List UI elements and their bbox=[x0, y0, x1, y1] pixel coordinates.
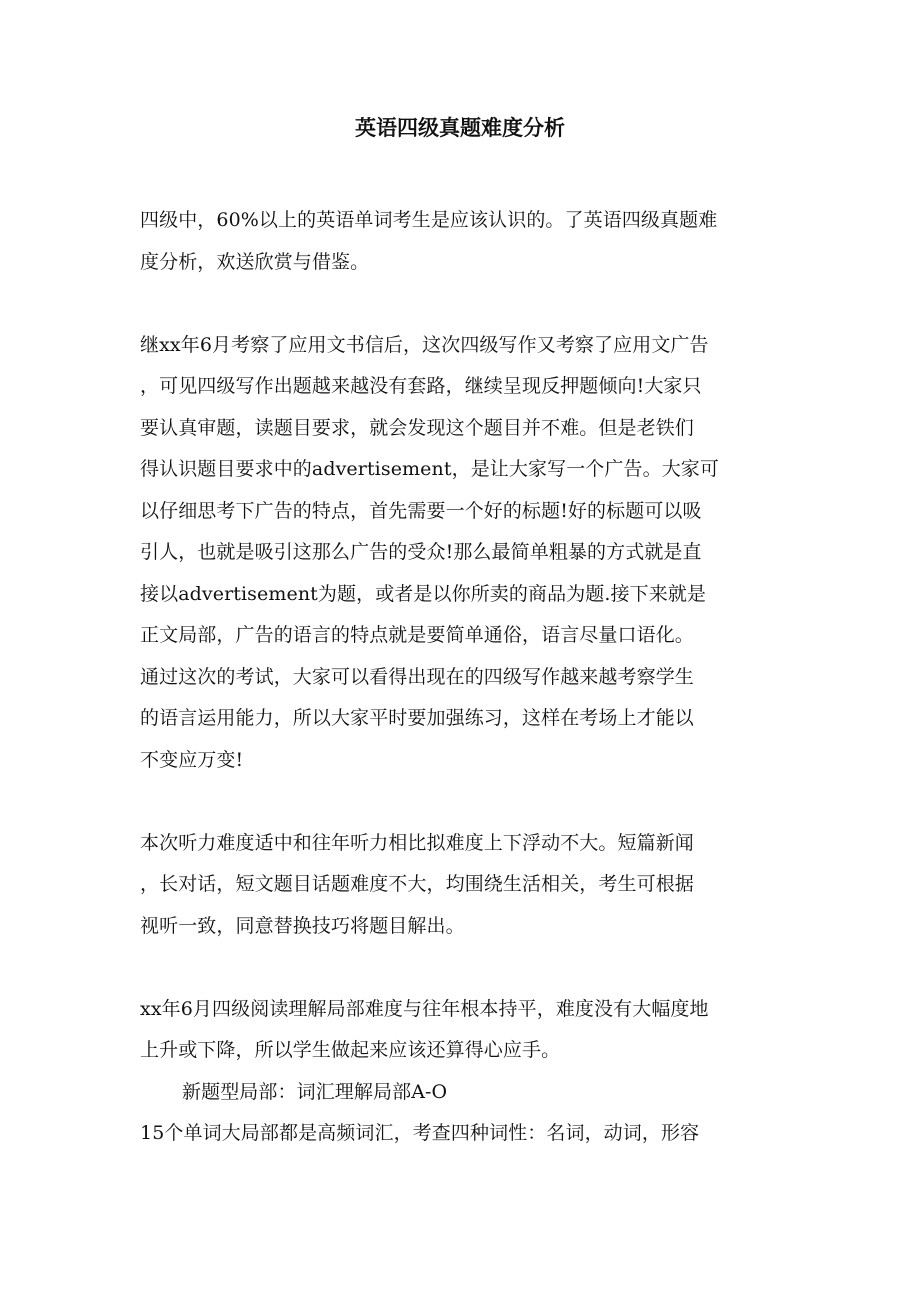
text-line: 得认识题目要求中的advertisement，是让大家写一个广告。大家可 bbox=[140, 458, 719, 480]
text-line: 本次听力难度适中和往年听力相比拟难度上下浮动不大。短篇新闻 bbox=[140, 831, 694, 854]
text-line: 不变应万变! bbox=[140, 748, 244, 771]
text-line: ，可见四级写作出题越来越没有套路，继续呈现反押题倾向!大家只 bbox=[140, 375, 702, 397]
paragraph-gap bbox=[140, 947, 785, 989]
text-line: 的语言运用能力，所以大家平时要加强练习，这样在考场上才能以 bbox=[140, 707, 694, 729]
text-line: 继xx年6月考察了应用文书信后，这次四级写作又考察了应用文广告 bbox=[140, 333, 709, 356]
paragraph-gap bbox=[140, 781, 785, 823]
paragraph-intro bbox=[140, 200, 785, 283]
text-line: 上升或下降，所以学生做起来应该还算得心应手。 bbox=[140, 1039, 561, 1061]
text-line: 要认真审题，读题目要求，就会发现这个题目并不难。但是老铁们 bbox=[140, 416, 694, 439]
text-line: 接以advertisement为题，或者是以你所卖的商品为题.接下来就是 bbox=[140, 582, 707, 605]
text-line: ，长对话，短文题目话题难度不大，均围绕生活相关，考生可根据 bbox=[140, 873, 694, 895]
text-line: 15个单词大局部都是高频词汇，考查四种词性：名词，动词，形容 bbox=[140, 1122, 700, 1144]
paragraph-reading bbox=[140, 989, 785, 1072]
paragraph-gap bbox=[140, 283, 785, 325]
text-line: 视听一致，同意替换技巧将题目解出。 bbox=[140, 914, 465, 937]
paragraph-listening bbox=[140, 823, 785, 948]
text-line: 引人，也就是吸引这那么广告的受众!那么最简单粗暴的方式就是直 bbox=[140, 541, 702, 563]
text-line: 通过这次的考试，大家可以看得出现在的四级写作越来越考察学生 bbox=[140, 665, 694, 688]
section-subheading: 新题型局部：词汇理解局部A-O bbox=[182, 1080, 448, 1103]
text-line: 正文局部，广告的语言的特点就是要简单通俗，语言尽量口语化。 bbox=[140, 624, 694, 646]
text-line: 度分析，欢送欣赏与借鉴。 bbox=[140, 250, 370, 273]
document-body bbox=[140, 200, 785, 1155]
text-line: 四级中，60%以上的英语单词考生是应该认识的。了英语四级真题难 bbox=[140, 209, 718, 231]
text-line: 以仔细思考下广告的特点，首先需要一个好的标题!好的标题可以吸 bbox=[140, 499, 702, 522]
text-line: xx年6月四级阅读理解局部难度与往年根本持平，难度没有大幅度地 bbox=[140, 997, 709, 1020]
paragraph-writing bbox=[140, 325, 785, 782]
document-title: 英语四级真题难度分析 bbox=[355, 115, 565, 140]
